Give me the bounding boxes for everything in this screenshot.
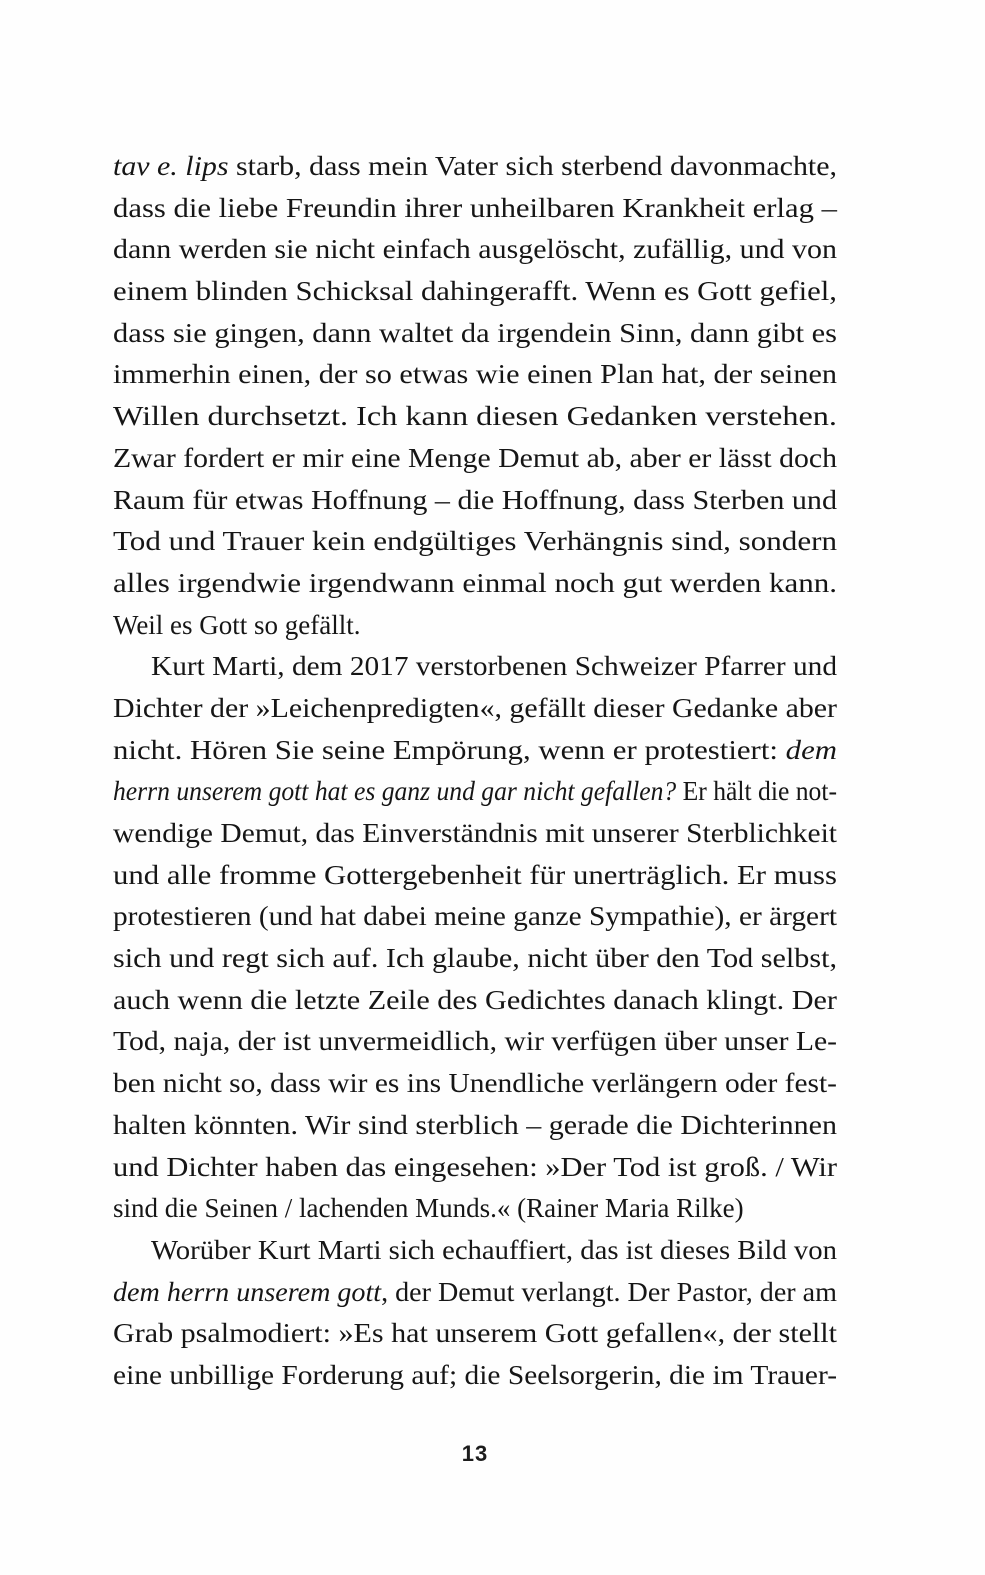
text-line: Kurt Marti, dem 2017 verstorbenen Schweizer Pfarrer und bbox=[151, 651, 838, 682]
text-line: nicht. Hören Sie seine Empörung, wenn er protestiert: dem bbox=[113, 734, 837, 765]
text-line: sich und regt sich auf. Ich glaube, nicht über den Tod selbst, bbox=[113, 943, 837, 974]
text-line: Grab psalmodiert: »Es hat unserem Gott gefallen«, der stellt bbox=[113, 1318, 837, 1349]
text-line: sind die Seinen / lachenden Munds.« (Rainer Maria Rilke) bbox=[113, 1193, 744, 1224]
text-line: eine unbillige Forderung auf; die Seelsorgerin, die im Trauer- bbox=[113, 1359, 837, 1390]
text-line: ben nicht so, dass wir es ins Unendliche verlängern oder fest- bbox=[113, 1068, 837, 1099]
text-line: protestieren (und hat dabei meine ganze Sympathie), er ärgert bbox=[113, 901, 837, 932]
text-line: Tod und Trauer kein endgültiges Verhängnis sind, sondern bbox=[113, 526, 838, 557]
text-line: Worüber Kurt Marti sich echauffiert, das ist dieses Bild von bbox=[151, 1234, 838, 1265]
text-line: und alle fromme Gottergebenheit für unerträglich. Er muss bbox=[113, 859, 837, 890]
text-line: immerhin einen, der so etwas wie einen Plan hat, der seinen bbox=[113, 359, 837, 390]
text-line: Zwar fordert er mir eine Menge Demut ab, aber er lässt doch bbox=[113, 442, 837, 473]
text-line: Tod, naja, der ist unvermeidlich, wir verfügen über unser Le- bbox=[113, 1026, 837, 1057]
text-line: wendige Demut, das Einverständnis mit unserer Sterblichkeit bbox=[113, 818, 837, 848]
text-line: tav e. lips starb, dass mein Vater sich sterbend davonmachte, bbox=[113, 151, 838, 181]
text-line: und Dichter haben das eingesehen: »Der Tod ist groß. / Wir bbox=[113, 1151, 837, 1182]
text-line: dem herrn unserem gott, der Demut verlangt. Der Pastor, der am bbox=[113, 1276, 837, 1307]
text-line: dass die liebe Freundin ihrer unheilbaren Krankheit erlag – bbox=[113, 192, 837, 223]
text-line: dass sie gingen, dann waltet da irgendein Sinn, dann gibt es bbox=[113, 317, 837, 348]
text-line: herrn unserem gott hat es ganz und gar nicht gefallen? Er hält die not- bbox=[113, 776, 837, 807]
text-line: Dichter der »Leichenpredigten«, gefällt dieser Gedanke aber bbox=[113, 692, 837, 723]
text-line: halten könnten. Wir sind sterblich – gerade die Dichterinnen bbox=[113, 1109, 837, 1140]
text-block bbox=[113, 146, 837, 1397]
text-line: einem blinden Schicksal dahingerafft. Wenn es Gott gefiel, bbox=[113, 276, 837, 307]
text-line: Weil es Gott so gefällt. bbox=[113, 609, 361, 640]
text-line: dann werden sie nicht einfach ausgelöscht, zufällig, und von bbox=[113, 234, 837, 265]
text-line: Willen durchsetzt. Ich kann diesen Gedanken verstehen. bbox=[113, 401, 837, 432]
text-line: alles irgendwie irgendwann einmal noch gut werden kann. bbox=[113, 567, 837, 598]
text-line: auch wenn die letzte Zeile des Gedichtes danach klingt. Der bbox=[113, 984, 837, 1015]
text-line: Raum für etwas Hoffnung – die Hoffnung, dass Sterben und bbox=[113, 484, 838, 515]
page-number: 13 bbox=[461, 1441, 489, 1466]
